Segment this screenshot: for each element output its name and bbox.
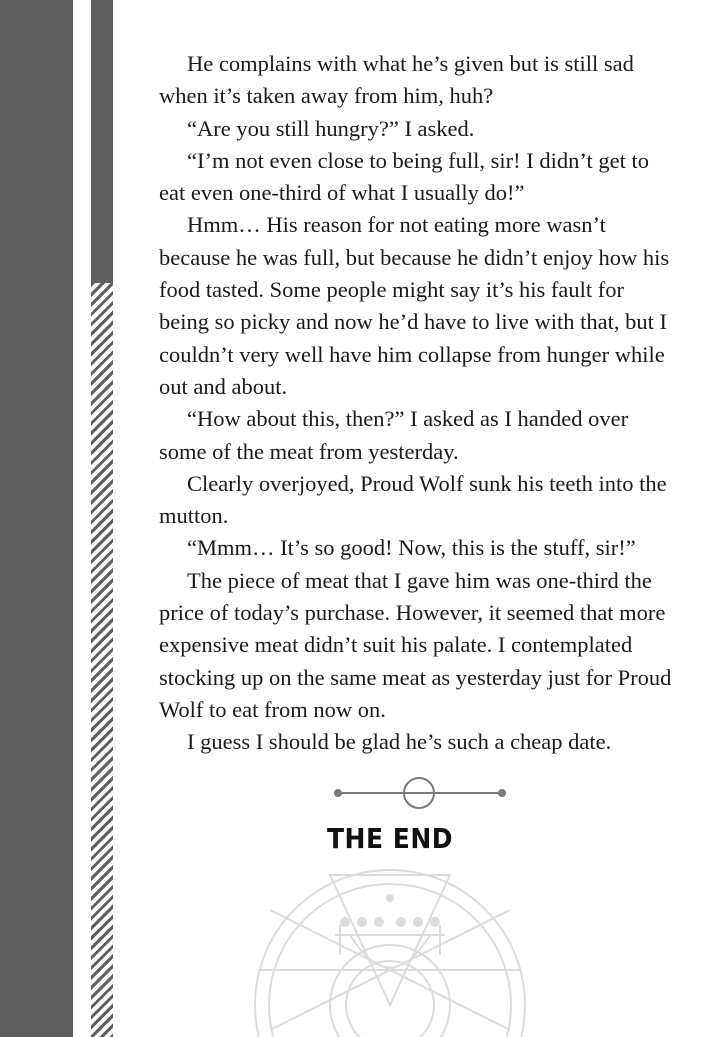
paragraph: “Mmm… It’s so good! Now, this is the stuff, sir!” xyxy=(187,535,636,561)
end-title: THE END xyxy=(326,822,453,855)
paragraph: “I’m not even close to being full, sir! I didn’t get to eat even one-third of what I usually do!” xyxy=(159,147,649,206)
left-margin-stripes xyxy=(91,283,113,1037)
paragraph: Clearly overjoyed, Proud Wolf sunk his teeth into the mutton. xyxy=(159,470,667,529)
paragraph: The piece of meat that I gave him was one-third the price of today’s purchase. However, it seemed that more expensive meat didn’t suit his palate. I contemplated stocking up on the same meat as yesterday just for Proud Wolf to eat from now on. xyxy=(159,567,672,722)
end-section xyxy=(240,770,540,1037)
left-margin-band xyxy=(0,0,73,1037)
story-text xyxy=(159,48,679,759)
paragraph: I guess I should be glad he’s such a cheap date. xyxy=(187,729,612,755)
paragraph: Hmm… His reason for not eating more wasn’t because he was full, but because he didn’t enjoy how his food tasted. Some people might say it’s his fault for being so picky and now he’d have to live with that, but I couldn’t very well have him collapse from hunger while out and about. xyxy=(159,212,670,399)
magic-circle-emblem xyxy=(240,770,540,1037)
divider-ornament xyxy=(338,778,502,808)
paragraph: “How about this, then?” I asked as I handed over some of the meat from yesterday. xyxy=(159,406,629,464)
paragraph: “Are you still hungry?” I asked. xyxy=(187,115,475,141)
paragraph: He complains with what he’s given but is still sad when it’s taken away from him, huh? xyxy=(159,51,634,109)
left-margin-gap xyxy=(73,0,91,1037)
left-margin-bar xyxy=(91,0,113,283)
